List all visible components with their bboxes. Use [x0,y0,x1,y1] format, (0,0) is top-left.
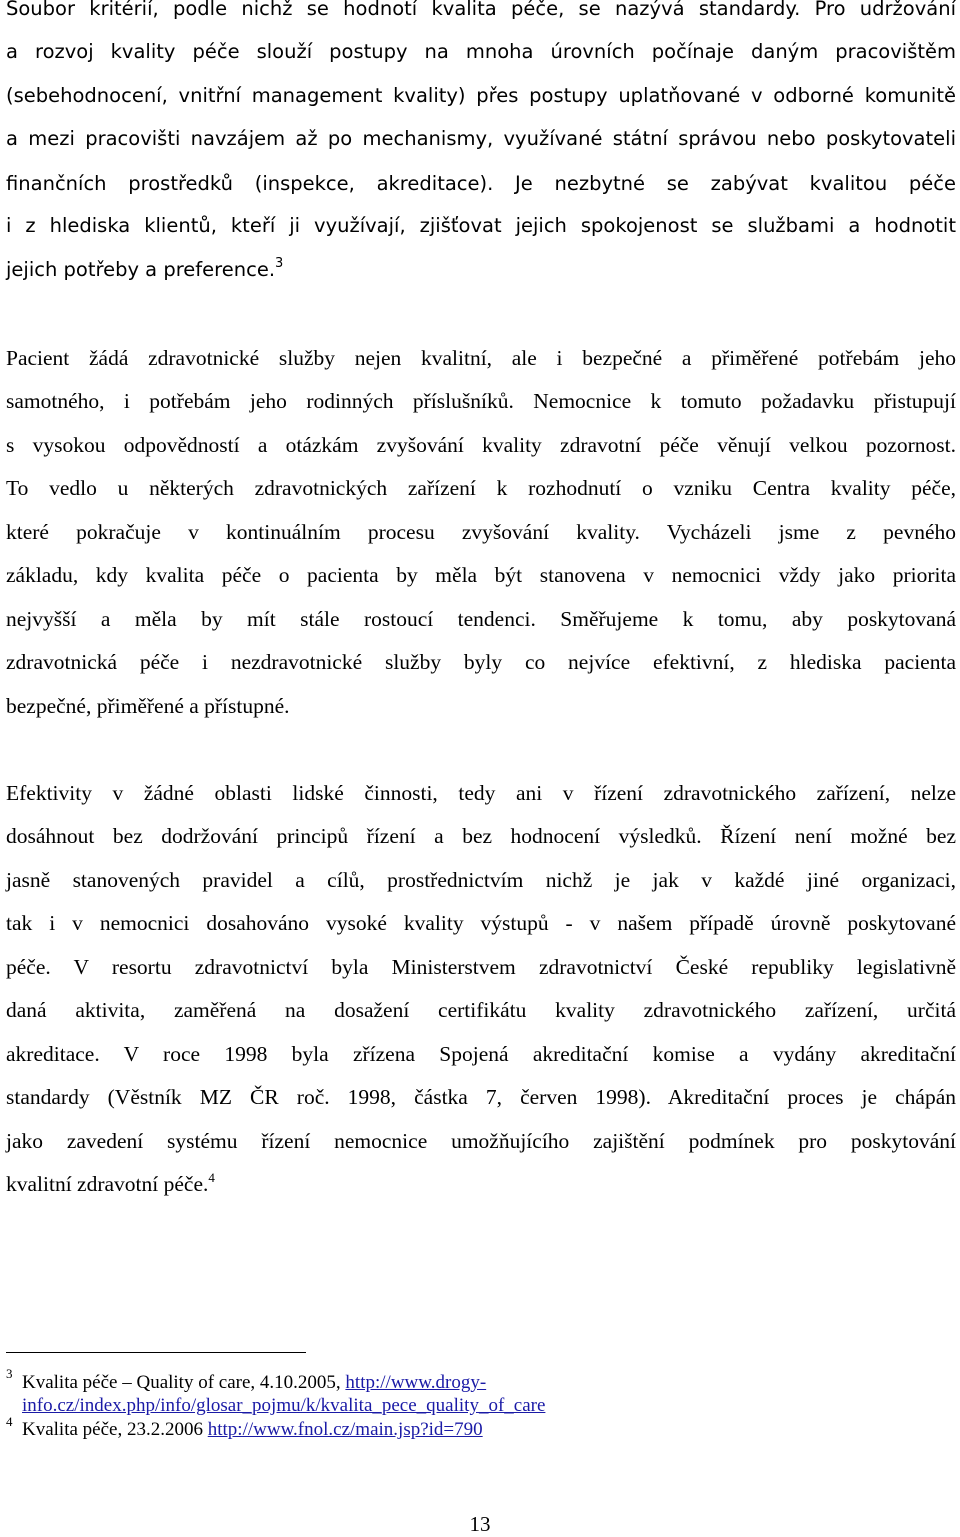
paragraph-2-line-4: To vedlo u některých zdravotnických zařízení k rozhodnutí o vzniku Centra kvality péče, [6,476,956,500]
paragraph-2-line-3: s vysokou odpovědností a otázkám zvyšování kvality zdravotní péče věnují velkou pozornost. [6,433,956,457]
paragraph-2-line-1: Pacient žádá zdravotnické služby nejen kvalitní, ale i bezpečné a přiměřené potřebám jeho [6,346,956,370]
paragraph-1-line-7 [6,256,956,284]
paragraph-3-line-9: jako zavedení systému řízení nemocnice umožňujícího zajištění podmínek pro poskytování [6,1129,956,1153]
footnote-separator [6,1352,306,1353]
paragraph-3-line-3: jasně stanovených pravidel a cílů, prostřednictvím nichž je jak v každé jiné organizaci, [6,868,956,892]
paragraph-3-line-6: daná aktivita, zaměřená na dosažení certifikátu kvality zdravotnického zařízení, určitá [6,998,956,1022]
footnote-3-text: Kvalita péče – Quality of care, 4.10.2005, [22,1372,346,1393]
paragraph-2-line-5: které pokračuje v kontinuálním procesu zvyšování kvality. Vycházeli jsme z pevného [6,520,956,544]
paragraph-1-line-5-text: finančních prostředků (inspekce, akreditace). Je nezbytné se zabývat kvalitou péče [6,172,956,195]
paragraph-3-line-4: tak i v nemocnici dosahováno vysoké kvality výstupů - v našem případě úrovně poskytované [6,911,956,935]
paragraph-3-line-1: Efektivity v žádné oblasti lidské činnosti, tedy ani v řízení zdravotnického zařízení, nelze [6,781,956,805]
footnote-3-continuation [22,1395,545,1417]
paragraph-2-line-9: bezpečné, přiměřené a přístupné. [6,694,290,718]
footnote-ref-3[interactable]: 3 [275,256,284,271]
paragraph-2-line-7: nejvyšší a měla by mít stále rostoucí tendenci. Směřujeme k tomu, aby poskytovaná [6,607,956,631]
footnote-4-text: Kvalita péče, 23.2.2006 [22,1419,208,1440]
paragraph-1-line-2: a rozvoj kvality péče slouží postupy na mnoha úrovních počínaje daným pracovištěm [6,40,956,63]
page-number: 13 [469,1512,491,1536]
paragraph-1-line-5 [6,169,956,198]
paragraph-1-line-1: Soubor kritérií, podle nichž se hodnotí kvalita péče, se nazývá standardy. Pro udržování [6,0,956,20]
paragraph-3-line-10 [6,1170,956,1198]
paragraph-3-line-5: péče. V resortu zdravotnictví byla Ministerstvem zdravotnictví České republiky legislativně [6,955,956,979]
footnote-3-link[interactable]: http://www.drogy- [345,1372,487,1393]
footnote-ref-4[interactable]: 4 [208,1170,215,1185]
paragraph-2-line-2: samotného, i potřebám jeho rodinných příslušníků. Nemocnice k tomuto požadavku přistupují [6,389,956,413]
paragraph-3-line-10-text: kvalitní zdravotní péče. [6,1172,209,1196]
footnote-4 [22,1419,483,1441]
paragraph-2-line-8: zdravotnická péče i nezdravotnické služby byly co nejvíce efektivní, z hlediska pacienta [6,650,956,674]
paragraph-3-line-2: dosáhnout bez dodržování principů řízení a bez hodnocení výsledků. Řízení není možné bez [6,824,956,848]
footnote-3-number: 3 [6,1366,13,1381]
footnote-3-link-continuation[interactable]: info.cz/index.php/info/glosar_pojmu/k/kvalita_pece_quality_of_care [22,1395,546,1416]
paragraph-1-line-4: a mezi pracovišti navzájem až po mechanismy, využívané státní správou nebo poskytovateli [6,127,956,150]
paragraph-1-line-3: (sebehodnocení, vnitřní management kvality) přes postupy uplatňované v odborné komunitě [6,84,956,107]
footnote-4-number: 4 [6,1414,13,1429]
paragraph-1-line-6: i z hlediska klientů, kteří ji využívají, zjišťovat jejich spokojenost se službami a hodnotit [6,214,956,237]
footnote-3 [22,1372,486,1394]
footnote-4-link[interactable]: http://www.fnol.cz/main.jsp?id=790 [207,1419,483,1440]
paragraph-3-line-7: akreditace. V roce 1998 byla zřízena Spojená akreditační komise a vydány akreditační [6,1042,956,1066]
paragraph-2-line-6: základu, kdy kvalita péče o pacienta by měla být stanovena v nemocnici vždy jako priorita [6,563,956,587]
paragraph-3-line-8: standardy (Věstník MZ ČR roč. 1998, částka 7, červen 1998). Akreditační proces je chápán [6,1085,956,1109]
paragraph-1-line-7-text: jejich potřeby a preference. [6,258,276,281]
